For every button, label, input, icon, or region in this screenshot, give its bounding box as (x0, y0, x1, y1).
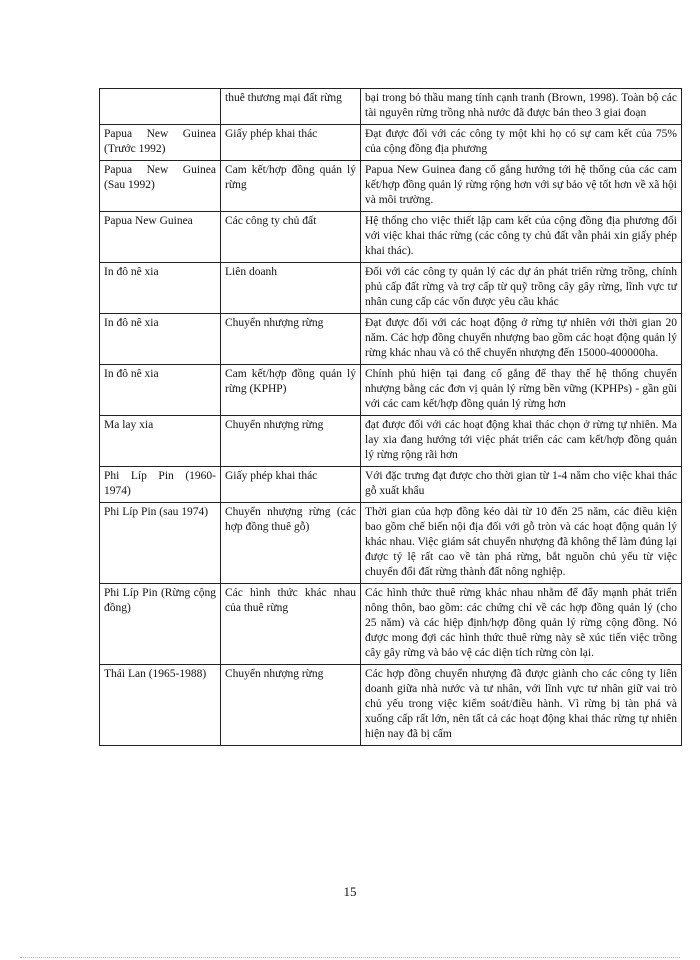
description-cell: đạt được đối với các hoạt động khai thác chọn ở rừng tự nhiên. Ma lay xia đang hướng tới việc phát triển các cam kết/hợp đồng quản lý rừng rộng rãi hơn (361, 416, 682, 467)
description-cell: Với đặc trưng đạt được cho thời gian từ 1-4 năm cho việc khai thác gỗ xuất khẩu (361, 467, 682, 503)
description-cell: Chính phủ hiện tại đang cố gắng để thay thế hệ thống chuyển nhượng bằng các đơn vị quản lý rừng bền vững (KPHPs) - gần gũi với các cam kết/hợp đồng quản lý rừng hơn (361, 365, 682, 416)
country-cell: In đô nê xia (100, 263, 221, 314)
instrument-cell: Giấy phép khai thác (221, 467, 361, 503)
description-cell: Các hình thức thuê rừng khác nhau nhằm để đẩy mạnh phát triển nông thôn, bao gồm: các chứng chỉ về các hợp đồng quản lý (cho 25 năm) và các hiệp định/hợp đồng quản lý rừng cộng đồng. Nó được mong đợi các hình thức thuê rừng này sẽ xúc tiến việc trồng cây gây rừng và bảo vệ các diện tích rừng còn lại. (361, 584, 682, 665)
instrument-cell: Chuyển nhượng rừng (các hợp đồng thuê gỗ) (221, 503, 361, 584)
description-cell: Papua New Guinea đang cố gắng hướng tới hệ thống của các cam kết/hợp đồng quản lý rừng rộng hơn với sự bảo vệ tốt hơn về xã hội và môi trường. (361, 161, 682, 212)
country-cell: In đô nê xia (100, 314, 221, 365)
country-cell: Ma lay xia (100, 416, 221, 467)
instrument-cell: Giấy phép khai thác (221, 125, 361, 161)
country-cell: In đô nê xia (100, 365, 221, 416)
table-row (100, 467, 682, 503)
table-row (100, 365, 682, 416)
country-cell: Phi Líp Pin (Rừng cộng đồng) (100, 584, 221, 665)
instrument-cell: Cam kết/hợp đồng quản lý rừng (221, 161, 361, 212)
instrument-cell: Chuyển nhượng rừng (221, 665, 361, 746)
table-row (100, 584, 682, 665)
description-cell: Các hợp đồng chuyển nhượng đã được giành cho các công ty liên doanh giữa nhà nước và tư nhân, với lĩnh vực tư nhân giữ vai trò chủ yếu trong việc kiểm soát/điều hành. Vì rừng bị tàn phá và xuống cấp rất lớn, nên tất cả các hoạt động khai thác rừng tự nhiên hiện nay đã bị cấm (361, 665, 682, 746)
instrument-cell: Liên doanh (221, 263, 361, 314)
country-cell: Phi Líp Pin (1960-1974) (100, 467, 221, 503)
instrument-cell: Chuyển nhượng rừng (221, 416, 361, 467)
country-cell: Phi Líp Pin (sau 1974) (100, 503, 221, 584)
table-row (100, 416, 682, 467)
country-cell: Papua New Guinea (100, 212, 221, 263)
table-row (100, 503, 682, 584)
page-number: 15 (343, 884, 357, 899)
concession-table (99, 88, 682, 746)
instrument-cell: Các công ty chủ đất (221, 212, 361, 263)
table-row (100, 212, 682, 263)
table-row (100, 665, 682, 746)
instrument-cell: Cam kết/hợp đồng quản lý rừng (KPHP) (221, 365, 361, 416)
country-cell: Papua New Guinea (Sau 1992) (100, 161, 221, 212)
description-cell: Hệ thống cho việc thiết lập cam kết của cộng đồng địa phương đối với việc khai thác rừng (các công ty chủ đất vẫn phải xin giấy phép khai thác). (361, 212, 682, 263)
description-cell: Đối với các công ty quản lý các dự án phát triển rừng trồng, chính phủ cấp đất rừng và trợ cấp từ quỹ trồng cây gây rừng, lĩnh vực tư nhân cung cấp các vốn được yêu cầu khác (361, 263, 682, 314)
description-cell: bại trong bỏ thầu mang tính cạnh tranh (Brown, 1998). Toàn bộ các tài nguyên rừng trồng nhà nước đã được bán theo 3 giai đoạn (361, 89, 682, 125)
table-row (100, 263, 682, 314)
table-row (100, 89, 682, 125)
country-cell (100, 89, 221, 125)
table-row (100, 125, 682, 161)
description-cell: Đạt được đối với các công ty một khi họ có sự cam kết của 75% của cộng đồng địa phương (361, 125, 682, 161)
country-cell: Papua New Guinea (Trước 1992) (100, 125, 221, 161)
instrument-cell: Chuyển nhượng rừng (221, 314, 361, 365)
country-cell: Thái Lan (1965-1988) (100, 665, 221, 746)
page-bottom-divider (20, 957, 680, 958)
instrument-cell: thuê thương mại đất rừng (221, 89, 361, 125)
table-row (100, 161, 682, 212)
description-cell: Đạt được đối với các hoạt động ở rừng tự nhiên với thời gian 20 năm. Các hợp đồng chuyển nhượng bao gồm các hoạt động quản lý rừng khác nhau và có thể chuyển nhượng đến 15000-400000ha. (361, 314, 682, 365)
table-row (100, 314, 682, 365)
instrument-cell: Các hình thức khác nhau của thuê rừng (221, 584, 361, 665)
description-cell: Thời gian của hợp đồng kéo dài từ 10 đến 25 năm, các điều kiện bao gồm chế biến nội địa đối với gỗ tròn và các hoạt động quản lý khác nhau. Việc giám sát chuyển nhượng đã không thể làm đúng lại được tỷ lệ rất cao về tàn phá rừng, bắt nguồn chủ yếu từ việc chuyển đổi đất rừng thành đất nông nghiệp. (361, 503, 682, 584)
